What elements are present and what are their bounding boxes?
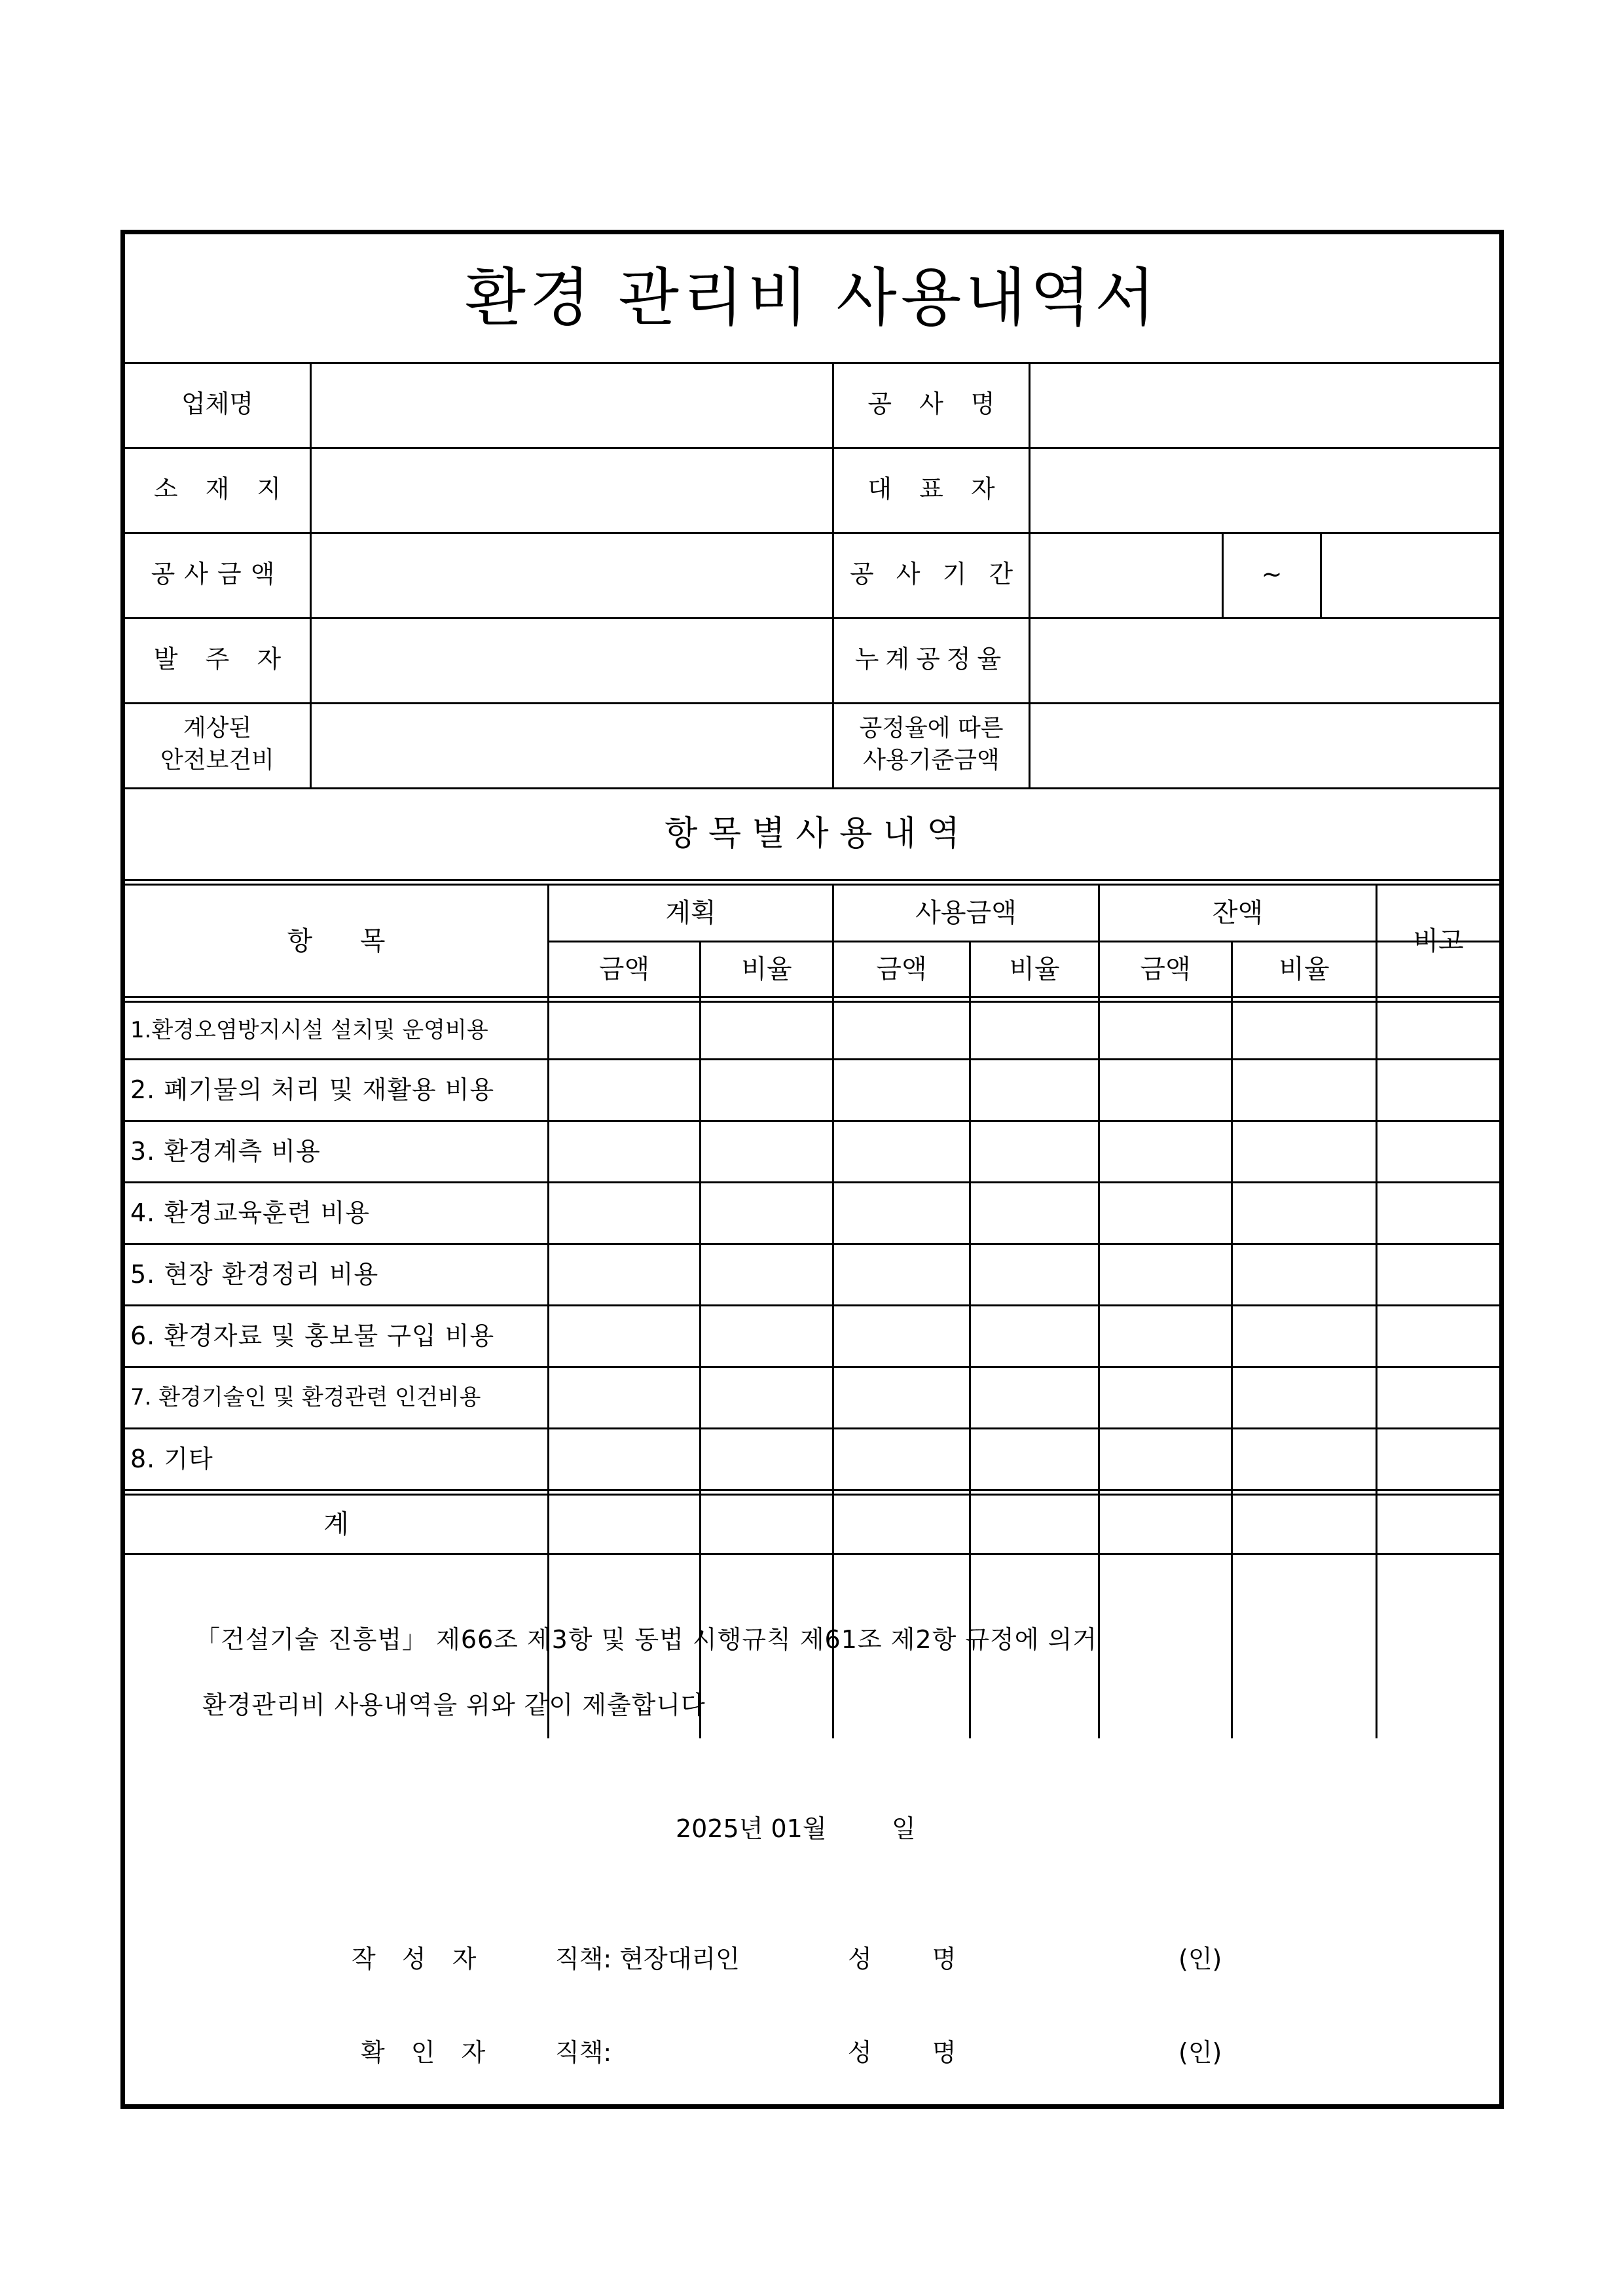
confirmer-name-label: 성 명	[848, 2038, 957, 2067]
project-name-field[interactable]	[1030, 364, 1499, 447]
divider	[125, 1489, 1499, 1491]
confirmer-seal: (인)	[1178, 2038, 1222, 2067]
balance-header: 잔액	[1212, 898, 1264, 928]
standard-amount-label-line1: 공정율에 따른	[859, 715, 1004, 742]
item-row-label: 7. 환경기술인 및 환경관련 인건비용	[130, 1384, 481, 1410]
section-title: 항 목 별 사 용 내 역	[665, 814, 960, 854]
divider	[125, 1553, 1499, 1555]
project-name-label: 공 사 명	[867, 389, 995, 419]
item-row-label: 2. 폐기물의 처리 및 재활용 비용	[130, 1075, 495, 1104]
used-ratio-header: 비율	[1009, 954, 1060, 984]
standard-amount-label-line2: 사용기준금액	[863, 747, 1000, 774]
plan-ratio-header: 비율	[741, 954, 792, 984]
writer-seal: (인)	[1178, 1945, 1222, 1973]
standard-amount-field[interactable]	[1030, 704, 1499, 787]
client-label: 발 주 자	[153, 645, 282, 674]
address-field[interactable]	[312, 449, 832, 532]
construction-period-label: 공 사 기 간	[849, 560, 1013, 589]
note-header: 비고	[1413, 925, 1464, 956]
divider	[125, 996, 1499, 998]
writer-position: 직책: 현장대리인	[555, 1945, 740, 1973]
safety-cost-label	[125, 702, 310, 787]
company-field[interactable]	[312, 364, 832, 447]
report-form	[120, 230, 1504, 2109]
item-header: 항 목	[287, 925, 386, 956]
statement-line-2: 환경관리비 사용내역을 위와 같이 제출합니다	[202, 1691, 706, 1719]
item-row-label: 8. 기타	[130, 1444, 213, 1473]
divider	[1376, 884, 1377, 1738]
address-label: 소 재 지	[153, 475, 282, 504]
period-separator: ~	[1261, 560, 1283, 589]
divider	[547, 884, 549, 1738]
writer-name-label: 성 명	[848, 1945, 957, 1973]
submission-date: 2025년 01월	[676, 1814, 827, 1843]
period-start-field[interactable]	[1030, 534, 1222, 617]
contract-amount-field[interactable]	[312, 534, 832, 617]
page-title: 환경 관리비 사용내역서	[465, 260, 1159, 334]
divider	[125, 879, 1499, 881]
confirmer-label: 확 인 자	[361, 2038, 486, 2067]
period-end-field[interactable]	[1322, 534, 1499, 617]
item-row-label: 6. 환경자료 및 홍보물 구입 비용	[130, 1321, 495, 1350]
confirmer-position: 직책:	[555, 2038, 612, 2067]
client-field[interactable]	[312, 619, 832, 702]
safety-cost-label-line2: 안전보건비	[160, 747, 274, 774]
balance-amount-header: 금액	[1140, 954, 1191, 984]
item-row-label: 3. 환경계측 비용	[130, 1136, 321, 1166]
item-row-label: 1.환경오염방지시설 설치및 운영비용	[130, 1016, 488, 1043]
used-amount-header: 사용금액	[915, 898, 1017, 928]
cumulative-progress-label: 누계공정율	[854, 645, 1008, 674]
divider	[1098, 884, 1100, 1738]
total-label: 계	[323, 1509, 349, 1539]
representative-label: 대 표 자	[867, 475, 995, 504]
safety-cost-field[interactable]	[312, 704, 832, 787]
plan-amount-header: 금액	[598, 954, 650, 984]
statement-line-1: 「건설기술 진흥법」 제66조 제3항 및 동법 시행규칙 제61조 제2항 규정에 의거	[195, 1625, 1097, 1654]
contract-amount-label: 공사금액	[151, 560, 284, 589]
item-row-label: 4. 환경교육훈련 비용	[130, 1198, 371, 1227]
divider	[832, 884, 834, 1738]
plan-header: 계획	[665, 898, 716, 928]
balance-ratio-header: 비율	[1279, 954, 1330, 984]
submission-day-label: 일	[892, 1814, 916, 1843]
used-amount-subheader: 금액	[876, 954, 927, 984]
item-row-label: 5. 현장 환경정리 비용	[130, 1259, 379, 1289]
safety-cost-label-line1: 계상된	[183, 715, 252, 742]
company-label: 업체명	[181, 389, 254, 419]
writer-label: 작 성 자	[352, 1945, 477, 1973]
cumulative-progress-field[interactable]	[1030, 619, 1499, 702]
representative-field[interactable]	[1030, 449, 1499, 532]
standard-amount-label	[834, 702, 1029, 787]
